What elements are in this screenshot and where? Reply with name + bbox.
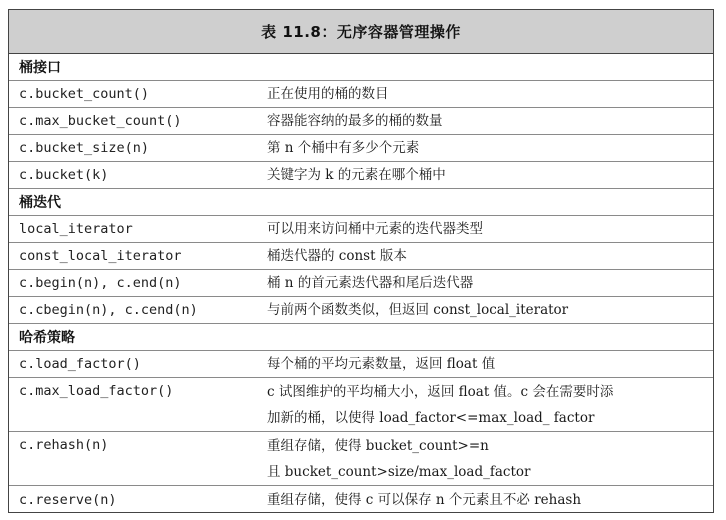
table-body bbox=[9, 54, 713, 513]
table-row bbox=[9, 243, 713, 270]
description-line: 第 n 个桶中有多少个元素 bbox=[267, 140, 420, 156]
table-row bbox=[9, 486, 713, 513]
operation-code: c.bucket_size(n) bbox=[19, 140, 150, 156]
table-row bbox=[9, 81, 713, 108]
operation-description bbox=[267, 108, 713, 134]
operation-description bbox=[267, 351, 713, 377]
operation-description bbox=[267, 135, 713, 161]
table-row bbox=[9, 216, 713, 243]
operation-description bbox=[267, 81, 713, 107]
table-row bbox=[9, 378, 713, 432]
description-line: 每个桶的平均元素数量，返回 float 值 bbox=[267, 356, 496, 372]
operation-code: c.max_bucket_count() bbox=[19, 113, 182, 129]
description-line: 与前两个函数类似，但返回 const_local_iterator bbox=[267, 302, 569, 318]
description-line: 重组存储，使得 c 可以保存 n 个元素且不必 rehash bbox=[267, 491, 582, 508]
operation-code: c.max_load_factor() bbox=[19, 383, 174, 399]
unordered-container-table bbox=[8, 9, 714, 513]
description-line: 桶迭代器的 const 版本 bbox=[267, 248, 407, 264]
operation-code: c.bucket_count() bbox=[19, 86, 150, 102]
table-row bbox=[9, 270, 713, 297]
section-header: 哈希策略 bbox=[9, 324, 713, 351]
operation-description bbox=[267, 486, 713, 513]
operation-description bbox=[267, 216, 713, 242]
description-line: 可以用来访问桶中元素的迭代器类型 bbox=[267, 221, 483, 237]
table-row bbox=[9, 108, 713, 135]
description-line: 桶 n 的首元素迭代器和尾后迭代器 bbox=[267, 275, 474, 291]
operation-code: local_iterator bbox=[19, 221, 133, 237]
table-caption: 表 11.8：无序容器管理操作 bbox=[9, 10, 713, 54]
operation-description bbox=[267, 297, 713, 323]
operation-code: c.bucket(k) bbox=[19, 167, 109, 183]
table-row bbox=[9, 297, 713, 324]
table-row bbox=[9, 351, 713, 378]
operation-description bbox=[267, 270, 713, 296]
description-line: 关键字为 k 的元素在哪个桶中 bbox=[267, 167, 446, 183]
table-row bbox=[9, 432, 713, 486]
operation-code: const_local_iterator bbox=[19, 248, 182, 264]
operation-code: c.begin(n), c.end(n) bbox=[19, 275, 182, 291]
operation-description bbox=[267, 432, 713, 485]
operation-description bbox=[267, 162, 713, 188]
description-line: 加新的桶，以使得 load_factor<=max_load_ factor bbox=[267, 409, 595, 426]
operation-description bbox=[267, 243, 713, 269]
operation-code: c.rehash(n) bbox=[19, 437, 109, 453]
description-line: 且 bucket_count>size/max_load_factor bbox=[267, 463, 531, 480]
description-line: 重组存储，使得 bucket_count>=n bbox=[267, 437, 489, 454]
table-row bbox=[9, 135, 713, 162]
description-line: c 试图维护的平均桶大小，返回 float 值。c 会在需要时添 bbox=[267, 383, 614, 400]
description-line: 容器能容纳的最多的桶的数量 bbox=[267, 113, 443, 129]
section-header: 桶接口 bbox=[9, 54, 713, 81]
description-line: 正在使用的桶的数目 bbox=[267, 86, 389, 102]
section-header: 桶迭代 bbox=[9, 189, 713, 216]
operation-code: c.load_factor() bbox=[19, 356, 141, 372]
operation-description bbox=[267, 378, 713, 431]
operation-code: c.reserve(n) bbox=[19, 491, 117, 508]
operation-code: c.cbegin(n), c.cend(n) bbox=[19, 302, 198, 318]
table-row bbox=[9, 162, 713, 189]
